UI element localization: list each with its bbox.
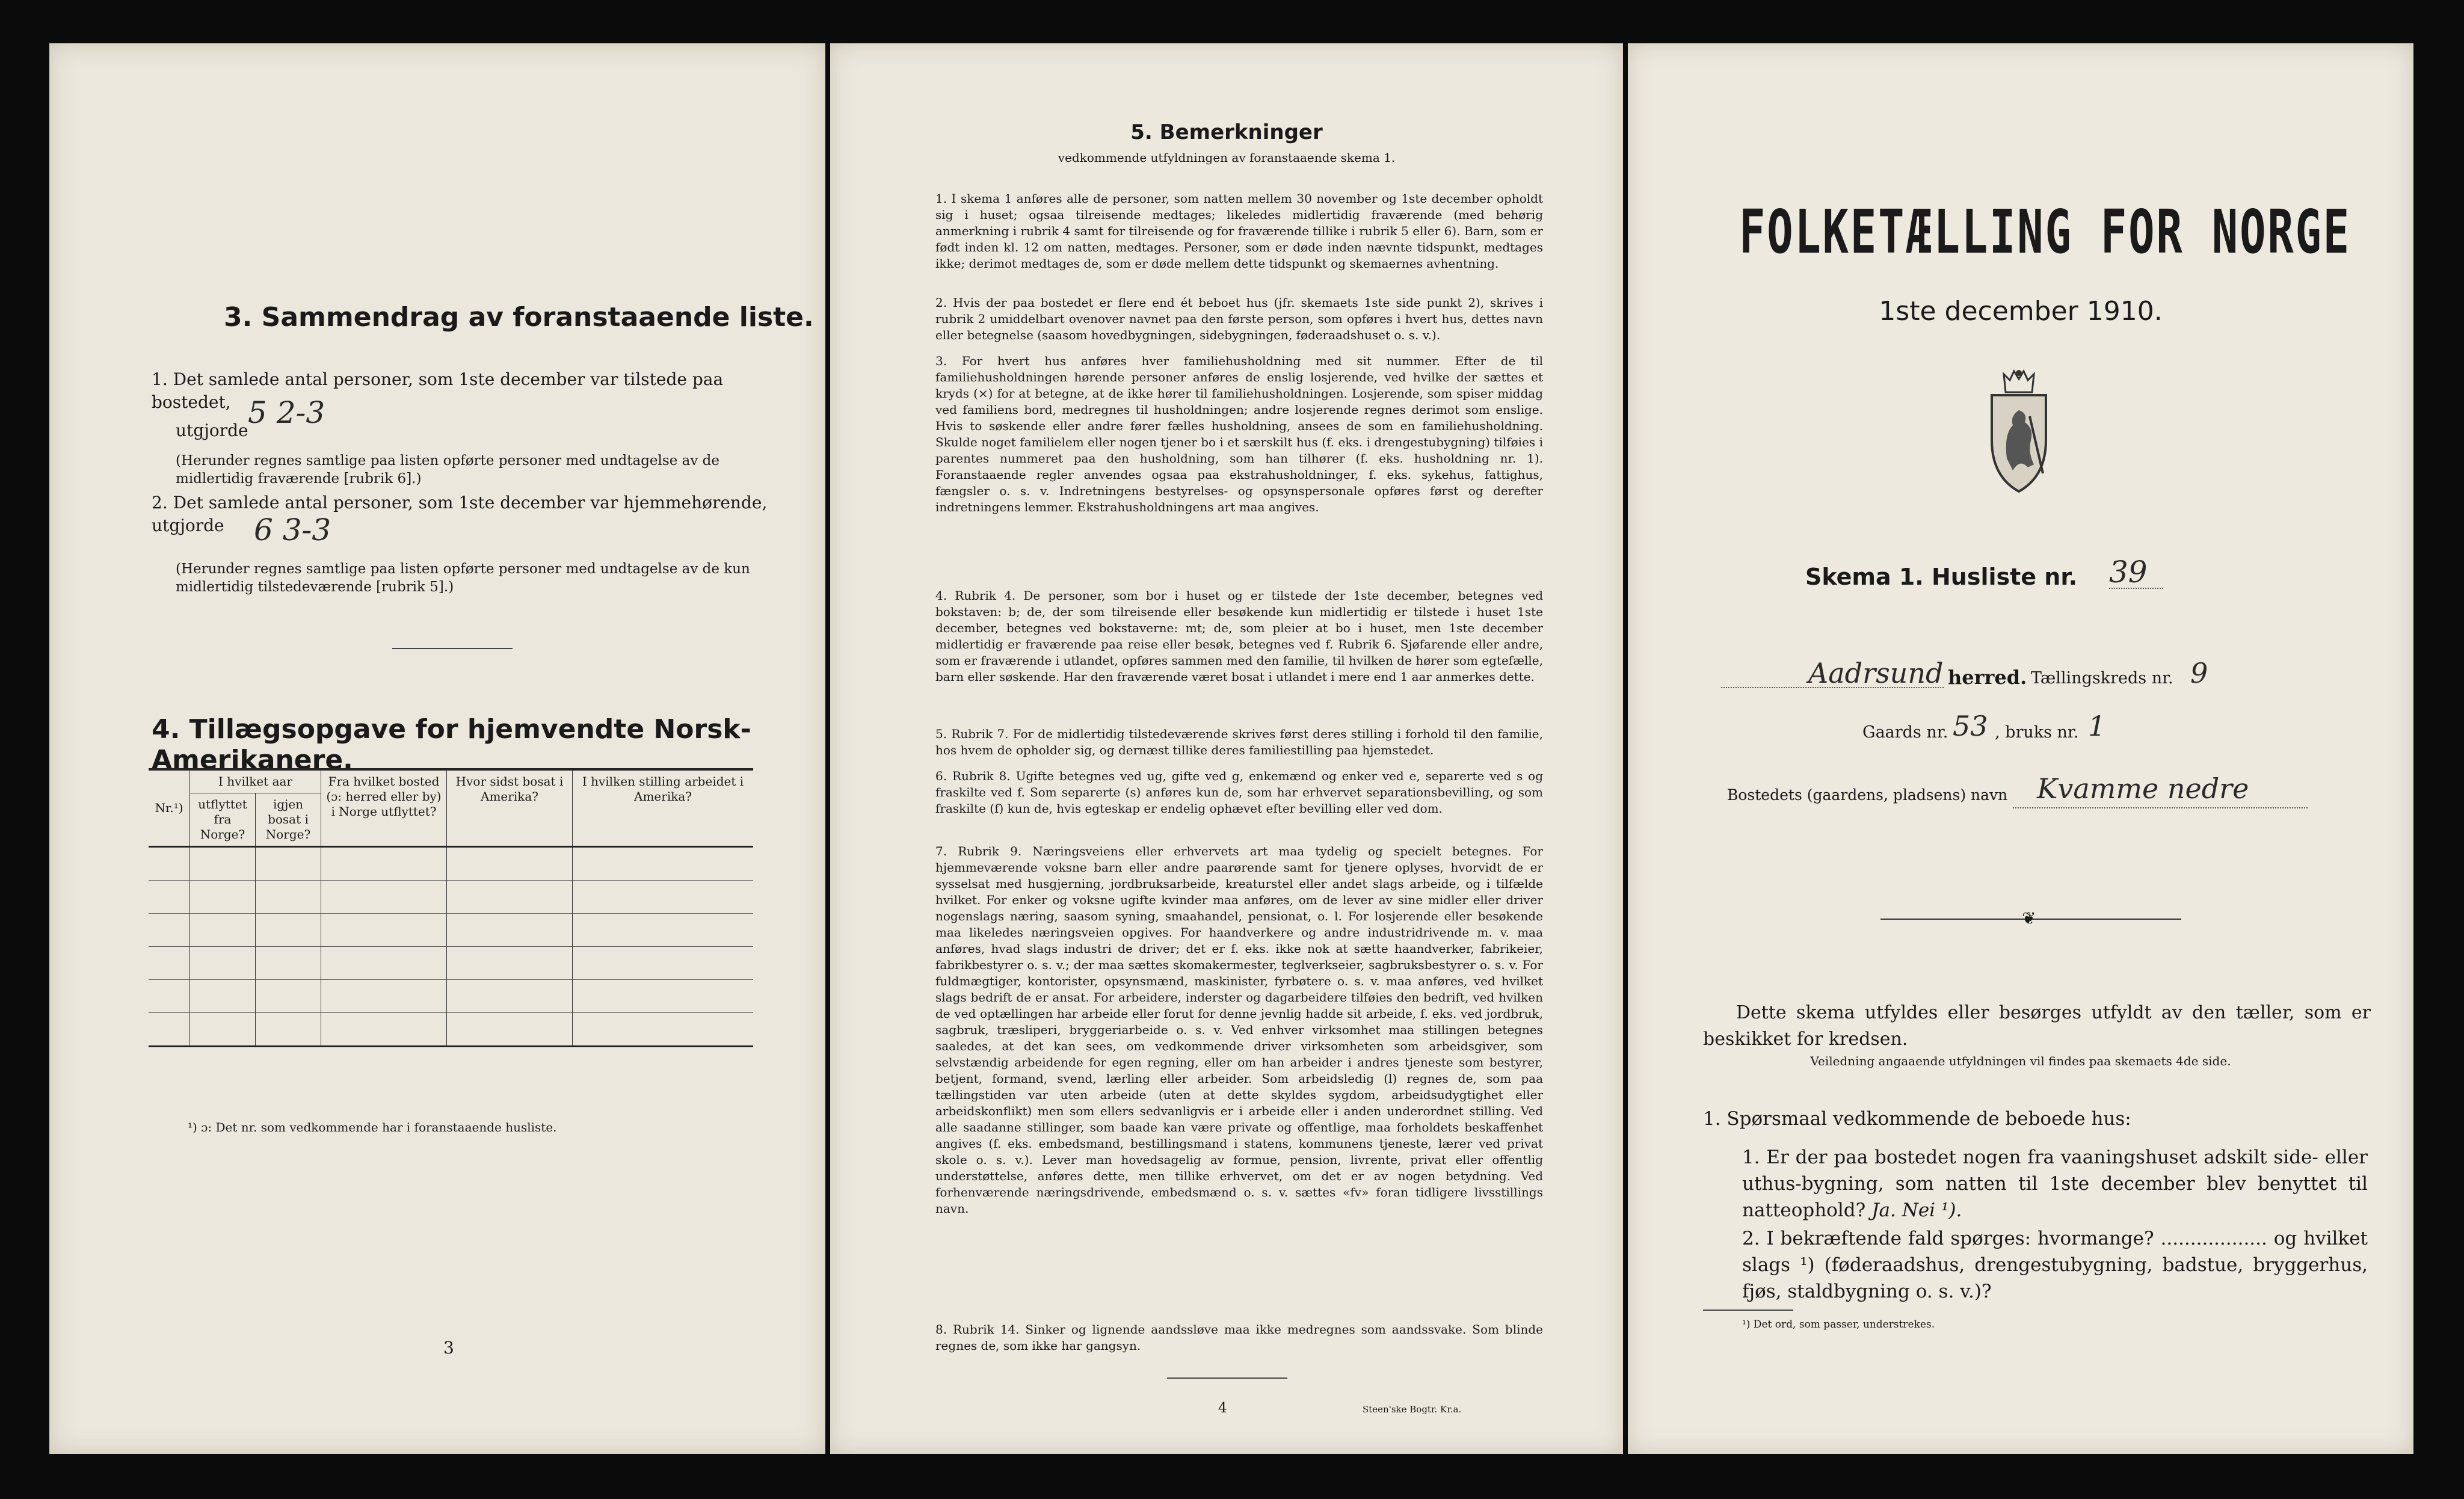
col-sidst-bosat: Hvor sidst bosat i Amerika? [447, 769, 573, 847]
skema-label: Skema 1. Husliste nr. [1805, 564, 2078, 590]
col-igjen-bosat: igjen bosat i Norge? [256, 793, 321, 847]
divider [392, 648, 513, 649]
coat-of-arms-icon [1977, 368, 2061, 497]
questions-title: 1. Spørsmaal vedkommende de beboede hus: [1703, 1108, 2131, 1130]
remark-item: 2. Hvis der paa bostedet er flere end ét beboet hus (jfr. skemaets 1ste side punkt 2), skrives i rubrik 2 umiddelbart ovenover navnet paa den første person, som opføres i hvert hus, dettes navn eller betegnelse (saasom hovedbygningen, sidebygningen, føderaadshuset o. s. v.). [935, 295, 1543, 342]
summary-item-2: 2. Det samlede antal personer, som 1ste december var hjemmehørende, utgjorde [152, 493, 768, 535]
table-footnote: ¹) ɔ: Det nr. som vedkommende har i foranstaaende husliste. [188, 1120, 557, 1134]
gaards-number: 53 [1953, 710, 1988, 742]
table-row [149, 980, 753, 1013]
remark-item: 3. For hvert hus anføres hver familiehusholdning med sit nummer. Efter de til familiehusholdningen hørende personer anføres de enslig losjerende, ved hvilke der sættes et kryds (×) for at betegne, at de ikke hører til familiehusholdningen. Losjerende, som spiser middag ved familiens bord, medregnes til husholdningen; andre losjerende regnes derimot som enslige. Hvis to søskende eller andre fører fælles husholdning, ansees de som en familiehusholdning. Skulde noget familielem eller nogen tjener bo i et særskilt hus (f. eks. i drengestubygning) tilføies i parentes nummeret paa den husholdning, som han tilhører (f. eks. husholdning nr. 1). Foranstaaende regler anvendes ogsaa paa ekstrahusholdninger, f. eks. sykehus, fattighus, fængsler o. s. v. Indretningens bestyrelses- og opsynspersonale opføres først og derefter indretningens lemmer. Ekstrahusholdningens art maa angives. [935, 354, 1543, 514]
left-page [49, 43, 825, 1454]
remark-item: 4. Rubrik 4. De personer, som bor i huset og er tilstede der 1ste december, betegnes ved bokstaven: b; de, der som tilreisende eller besøkende kun midlertidig er tilstede i huset 1ste december, betegnes ved bokstaverne: mt; de, som pleier at bo i huset, men 1ste december midlertidig er fraværende paa reise eller besøk, betegnes ved f. Rubrik 6. Sjøfarende eller andre, som er fraværende i utlandet, opføres sammen med den familie, til hvilken de hører som egtefælle, barn eller søskende. Har den fraværende været bosat i utlandet i mere end 1 aar anmerkes dette. [935, 588, 1543, 684]
table-row [149, 947, 753, 980]
bosted-handwritten: Kvamme nedre [2037, 772, 2249, 805]
bosted-line [2013, 807, 2308, 808]
section3-title: 3. Sammendrag av foranstaaende liste. [224, 302, 814, 333]
remark-item: 8. Rubrik 14. Sinker og lignende aandssløve maa ikke medregnes som aandssvake. Som blinde regnes de, som ikke har gangsyn. [935, 1322, 1543, 1353]
summary-item-1-handwritten: 5 2-3 [248, 395, 325, 430]
divider [1167, 1377, 1287, 1379]
census-title: FOLKETÆLLING FOR NORGE [1739, 197, 2352, 267]
gaards-label: Gaards nr. [1862, 723, 1948, 742]
table-row [149, 1013, 753, 1047]
table-row [149, 847, 753, 881]
bosted-label: Bostedets (gaardens, pladsens) navn [1727, 786, 2008, 804]
remarks-title: 5. Bemerkninger [1130, 120, 1323, 144]
middle-page [830, 43, 1623, 1454]
section4-title: 4. Tillægsopgave for hjemvendte Norsk-Amerikanere. [152, 714, 751, 775]
husliste-line [2109, 588, 2163, 589]
summary-item-1-note: (Herunder regnes samtlige paa listen opførte personer med undtagelse av de midlertidig fraværende [rubrik 6].) [176, 453, 719, 487]
summary-item-2-handwritten: 6 3-3 [254, 512, 331, 547]
col-nr: Nr.¹) [155, 801, 183, 815]
intro-small: Veiledning angaaende utfyldningen vil findes paa skemaets 4de side. [1810, 1054, 2231, 1068]
ornament-icon: ❦ [2022, 908, 2036, 928]
question-1-answer: Ja. Nei ¹). [1871, 1199, 1962, 1221]
col-stilling: I hvilken stilling arbeidet i Amerika? [573, 769, 754, 847]
page-number: 3 [443, 1338, 454, 1358]
remark-item: 5. Rubrik 7. For de midlertidig tilstedeværende skrives først deres stilling i forhold til den familie, hos hvem de opholder sig, og dernæst tillike deres familiestilling paa hjemstedet. [935, 727, 1543, 757]
col-utflyttet: utflyttet fra Norge? [190, 793, 256, 847]
question-1: 1. Er der paa bostedet nogen fra vaaningshuset adskilt side- eller uthus-bygning, som natten til 1ste december blev benyttet til natteophold? Ja. Nei ¹). [1742, 1147, 2368, 1221]
col-fra-bosted: Fra hvilket bosted (ɔ: herred eller by) i Norge utflyttet? [321, 769, 447, 847]
norsk-amerikanere-table [149, 768, 753, 1047]
kreds-number: 9 [2190, 657, 2208, 689]
remark-item: 6. Rubrik 8. Ugifte betegnes ved ug, gifte ved g, enkemænd og enker ved e, separerte ved s og fraskilte ved f. Som separerte (s) anføres kun de, som har erhvervet separationsbevilling, og som fraskilte (f) kun de, hvis egteskap er endelig ophævet efter bevilling eller ved dom. [935, 769, 1543, 816]
question-2: 2. I bekræftende fald spørges: hvormange? .................. og hvilket slags ¹) (føderaadshus, drengestubygning, badstue, bryggerhus, fjøs, staldbygning o. s. v.)? [1742, 1228, 2368, 1302]
footnote: ¹) Det ord, som passer, understrekes. [1742, 1319, 1935, 1331]
intro-text: Dette skema utfyldes eller besørges utfyldt av den tæller, som er beskikket for kredsen. [1703, 1002, 2371, 1050]
remark-item: 7. Rubrik 9. Næringsveiens eller erhvervets art maa tydelig og specielt betegnes. For hjemmeværende voksne barn eller andre paarørende samt for tjenere oplyses, hvorvidt de er sysselsat med husgjerning, jordbruksarbeide, kreaturstel eller andet slags arbeide, og i tilfælde hvilket. For enker og voksne ugifte kvinder maa anføres, om de lever av sine midler eller driver nogenslags næring, saasom syning, smaahandel, pensionat, o. l. For losjerende eller besøkende maa likeledes næringsveien opgives. For haandverkere og andre industridrivende m. v. maa anføres, hvad slags industri de driver; det er f. eks. ikke nok at sætte haandverker, fabrikeier, fabrikbestyrer o. s. v.; der maa sættes skomakermester, teglverkseier, sagbruksbestyrer o. s. v. For fuldmægtiger, kontorister, opsynsmænd, maskinister, fyrbøtere o. s. v. maa anføres, ved hvilket slags bedrift de er ansat. For arbeidere, inderster og dagarbeidere tilføies den bedrift, ved hvilken de ved optællingen har arbeide eller forut for denne jevnlig hadde sit arbeide, f. eks. ved jordbruk, sagbruk, træsliperi, bryggeriarbeide o. s. v. Ved enhver virksomhet maa stillingen betegnes saaledes, at det kan sees, om vedkommende driver virksomheten som arbeidsgiver, som selvstændig arbeidende for egen regning, eller om han arbeider i andres tjeneste som bestyrer, betjent, formand, svend, lærling eller arbeider. Som arbeidsledig (l) regnes de, som paa tællingstiden var uten arbeide (uten at dette skyldes sygdom, arbeidsudygtighet eller arbeidskonflikt) men som ellers sedvanligvis er i arbeide eller i anden underordnet stilling. Ved alle saadanne stillinger, som baade kan være private og offentlige, maa forholdets beskaffenhet angives (f. eks. embedsmand, bestillingsmand i statens, kommunens tjeneste, lærer ved privat skole o. s. v.). Lever man hovedsagelig av formue, pension, livrente, privat eller offentlig understøttelse, anføres dette, men tillike erhvervet, om det er av nogen betydning. Ved forhenværende næringsdrivende, embedsmænd o. s. v. sættes «fv» foran tidligere livsstillings navn. [935, 844, 1543, 1216]
table-row [149, 914, 753, 947]
col-hvilket-aar: I hvilket aar [190, 769, 321, 793]
right-page [1628, 43, 2413, 1454]
census-date: 1ste december 1910. [1879, 296, 2163, 327]
summary-item-2-note: (Herunder regnes samtlige paa listen opførte personer med undtagelse av de kun midlertidig tilstedeværende [rubrik 5].) [176, 561, 750, 595]
bruks-label: , bruks nr. [1995, 723, 2079, 742]
bruks-number: 1 [2088, 710, 2106, 742]
remarks-subtitle: vedkommende utfyldningen av foranstaaende skema 1. [1058, 150, 1396, 165]
kreds-label: Tællingskreds nr. [2031, 669, 2173, 688]
summary-item-1: 1. Det samlede antal personer, som 1ste december var tilstede paa bostedet, [152, 369, 724, 412]
herred-label: herred. [1948, 666, 2027, 689]
husliste-number: 39 [2109, 555, 2148, 589]
summary-item-1-utgjorde: utgjorde [176, 420, 248, 440]
herred-handwritten: Aadrsund [1808, 657, 1944, 689]
footnote-divider [1703, 1310, 1793, 1311]
printer-mark: Steen'ske Bogtr. Kr.a. [1363, 1404, 1462, 1415]
table-row [149, 881, 753, 914]
page-number: 4 [1218, 1400, 1227, 1416]
remark-item: 1. I skema 1 anføres alle de personer, som natten mellem 30 november og 1ste december opholdt sig i huset; ogsaa tilreisende medtages; likeledes midlertidig fraværende (med behørig anmerkning i rubrik 4 samt for tilreisende og for fraværende tillike i rubrik 5 eller 6). Barn, som er født inden kl. 12 om natten, medtages. Personer, som er døde inden nævnte tidspunkt, medtages ikke; derimot medtages de, som er døde mellem dette tidspunkt og skemaernes avhentning. [935, 191, 1543, 271]
